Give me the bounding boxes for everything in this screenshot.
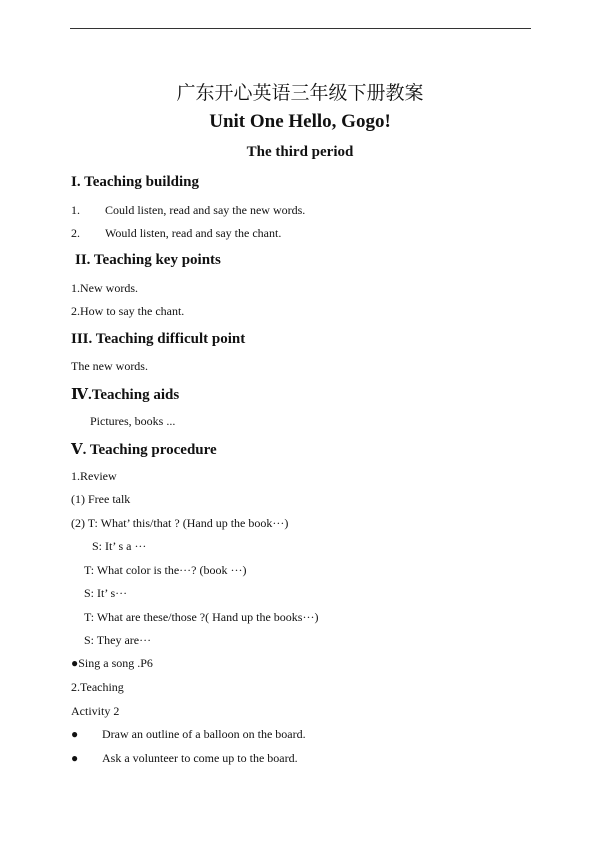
header-rule [70,28,531,29]
section-1-item-text: Would listen, read and say the chant. [105,226,282,240]
procedure-line: (1) Free talk [71,492,131,506]
section-1-heading: I. Teaching building [71,174,199,190]
bullet-text: Ask a volunteer to come up to the board. [102,751,298,765]
unit-title: Unit One Hello, Gogo! [209,111,391,132]
procedure-line: 1.Review [71,469,117,483]
section-1-item-text: Could listen, read and say the new words. [105,203,306,217]
section-2-line: 2.How to say the chant. [71,304,185,318]
section-4-heading: Ⅳ.Teaching aids [71,387,180,403]
procedure-line: Activity 2 [71,704,120,718]
section-3-line: The new words. [71,359,148,373]
section-3-heading: III. Teaching difficult point [71,331,246,347]
procedure-line: ●Sing a song .P6 [71,656,153,670]
procedure-line: S: It’ s a ··· [92,539,147,553]
bullet-text: Draw an outline of a balloon on the board. [102,727,306,741]
section-4-line: Pictures, books ... [90,414,176,428]
procedure-line: S: They are··· [84,633,152,647]
procedure-line: (2) T: What’ this/that ? (Hand up the book···) [71,516,289,530]
section-2-line: 1.New words. [71,281,138,295]
period-title: The third period [246,144,354,160]
procedure-line: T: What are these/those ?( Hand up the books···) [84,610,319,624]
document-title-chinese: 广东开心英语三年级下册教案 [176,82,424,104]
procedure-line: S: It’ s··· [84,586,128,600]
section-1-item-number: 2. [71,226,80,240]
section-1-item-number: 1. [71,203,80,217]
procedure-line: 2.Teaching [71,680,124,694]
bullet-icon: ● [71,751,79,765]
section-5-heading: Ⅴ. Teaching procedure [71,442,217,458]
bullet-icon: ● [71,727,79,741]
section-2-heading: II. Teaching key points [75,252,221,268]
procedure-line: T: What color is the···? (book ···) [84,563,247,577]
